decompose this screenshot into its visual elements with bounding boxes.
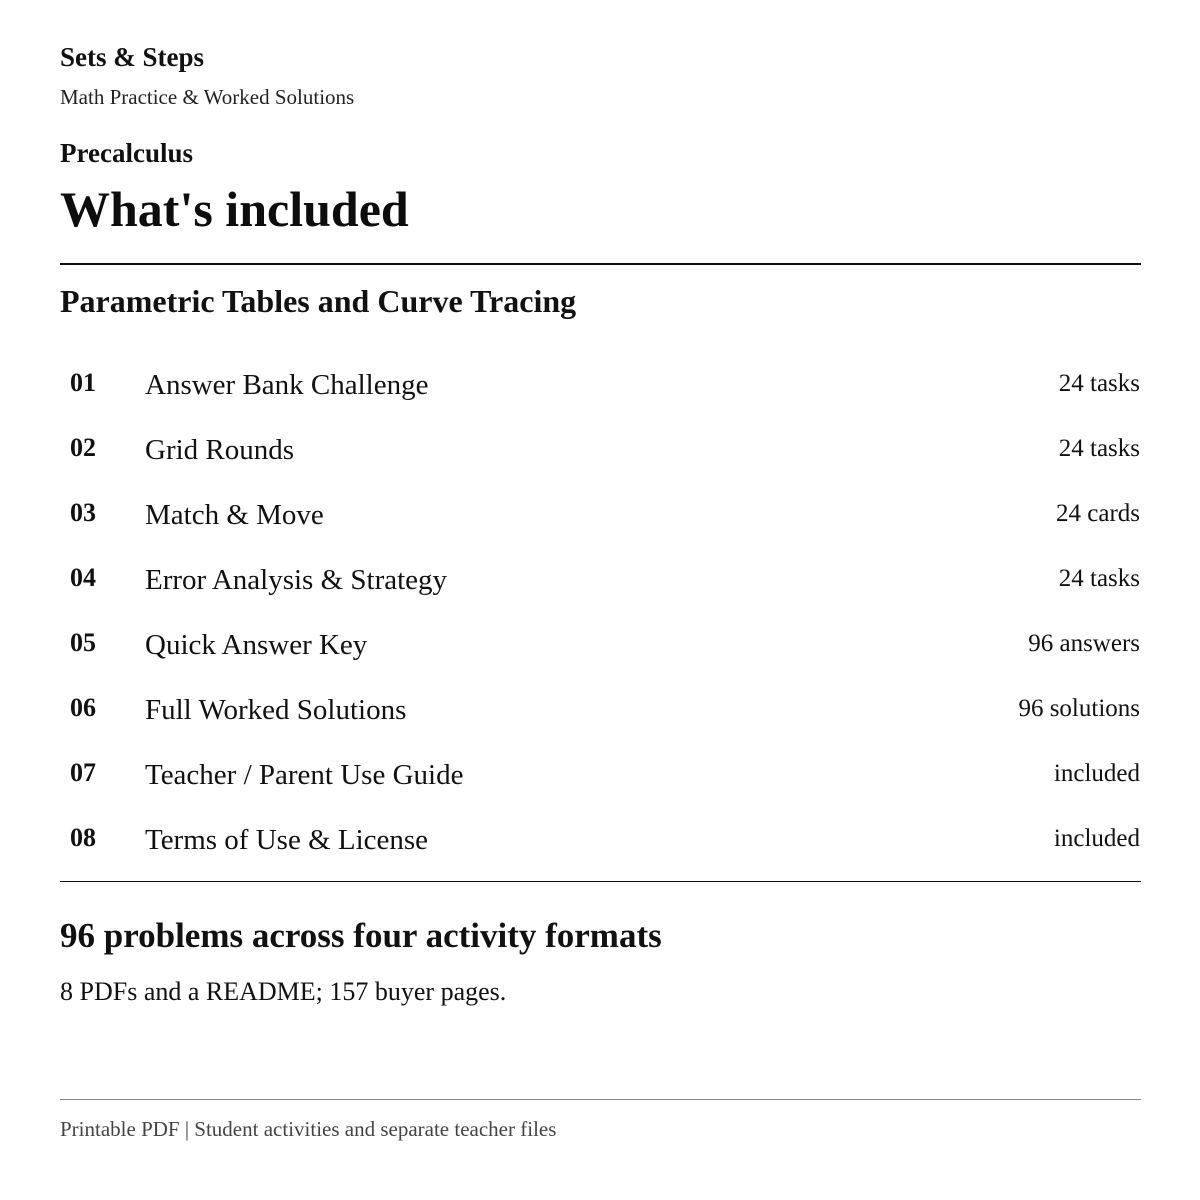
item-title: Match & Move bbox=[145, 499, 324, 531]
item-title: Error Analysis & Strategy bbox=[145, 564, 448, 596]
list-item bbox=[60, 807, 1141, 872]
list-divider bbox=[60, 881, 1141, 882]
item-count: 24 cards bbox=[1056, 500, 1140, 527]
footer-divider bbox=[60, 1099, 1141, 1100]
list-item bbox=[60, 352, 1141, 417]
item-title: Teacher / Parent Use Guide bbox=[145, 759, 464, 791]
item-title: Grid Rounds bbox=[145, 434, 295, 466]
list-item bbox=[60, 742, 1141, 807]
item-number: 03 bbox=[70, 498, 96, 527]
summary-text: 8 PDFs and a README; 157 buyer pages. bbox=[60, 977, 507, 1006]
item-number: 02 bbox=[70, 433, 96, 462]
item-count: 24 tasks bbox=[1058, 370, 1140, 397]
list-item bbox=[60, 677, 1141, 742]
item-title: Answer Bank Challenge bbox=[145, 369, 429, 401]
product-contents-page bbox=[60, 0, 1141, 1200]
list-item bbox=[60, 612, 1141, 677]
brand-tagline: Math Practice & Worked Solutions bbox=[60, 85, 355, 109]
list-item bbox=[60, 417, 1141, 482]
item-count: 96 answers bbox=[1028, 630, 1140, 657]
list-item bbox=[60, 547, 1141, 612]
item-number: 06 bbox=[70, 693, 96, 722]
item-title: Terms of Use & License bbox=[145, 824, 429, 856]
item-number: 08 bbox=[70, 823, 96, 852]
item-number: 05 bbox=[70, 628, 96, 657]
item-number: 07 bbox=[70, 758, 96, 787]
footer-note: Printable PDF | Student activities and separate teacher files bbox=[60, 1117, 557, 1141]
item-number: 01 bbox=[70, 368, 96, 397]
contents-list bbox=[60, 352, 1141, 872]
header-divider bbox=[60, 263, 1141, 265]
list-item bbox=[60, 482, 1141, 547]
item-count: included bbox=[1053, 760, 1140, 787]
page-title: What's included bbox=[60, 181, 409, 237]
summary-title: 96 problems across four activity formats bbox=[60, 916, 662, 955]
item-count: 96 solutions bbox=[1018, 695, 1140, 722]
item-title: Full Worked Solutions bbox=[145, 694, 407, 726]
item-title: Quick Answer Key bbox=[145, 629, 368, 661]
item-number: 04 bbox=[70, 563, 96, 592]
item-count: 24 tasks bbox=[1058, 435, 1140, 462]
item-count: included bbox=[1053, 825, 1140, 852]
item-count: 24 tasks bbox=[1058, 565, 1140, 592]
section-title: Parametric Tables and Curve Tracing bbox=[60, 283, 577, 319]
subject-label: Precalculus bbox=[60, 138, 193, 168]
brand-name: Sets & Steps bbox=[60, 42, 205, 72]
